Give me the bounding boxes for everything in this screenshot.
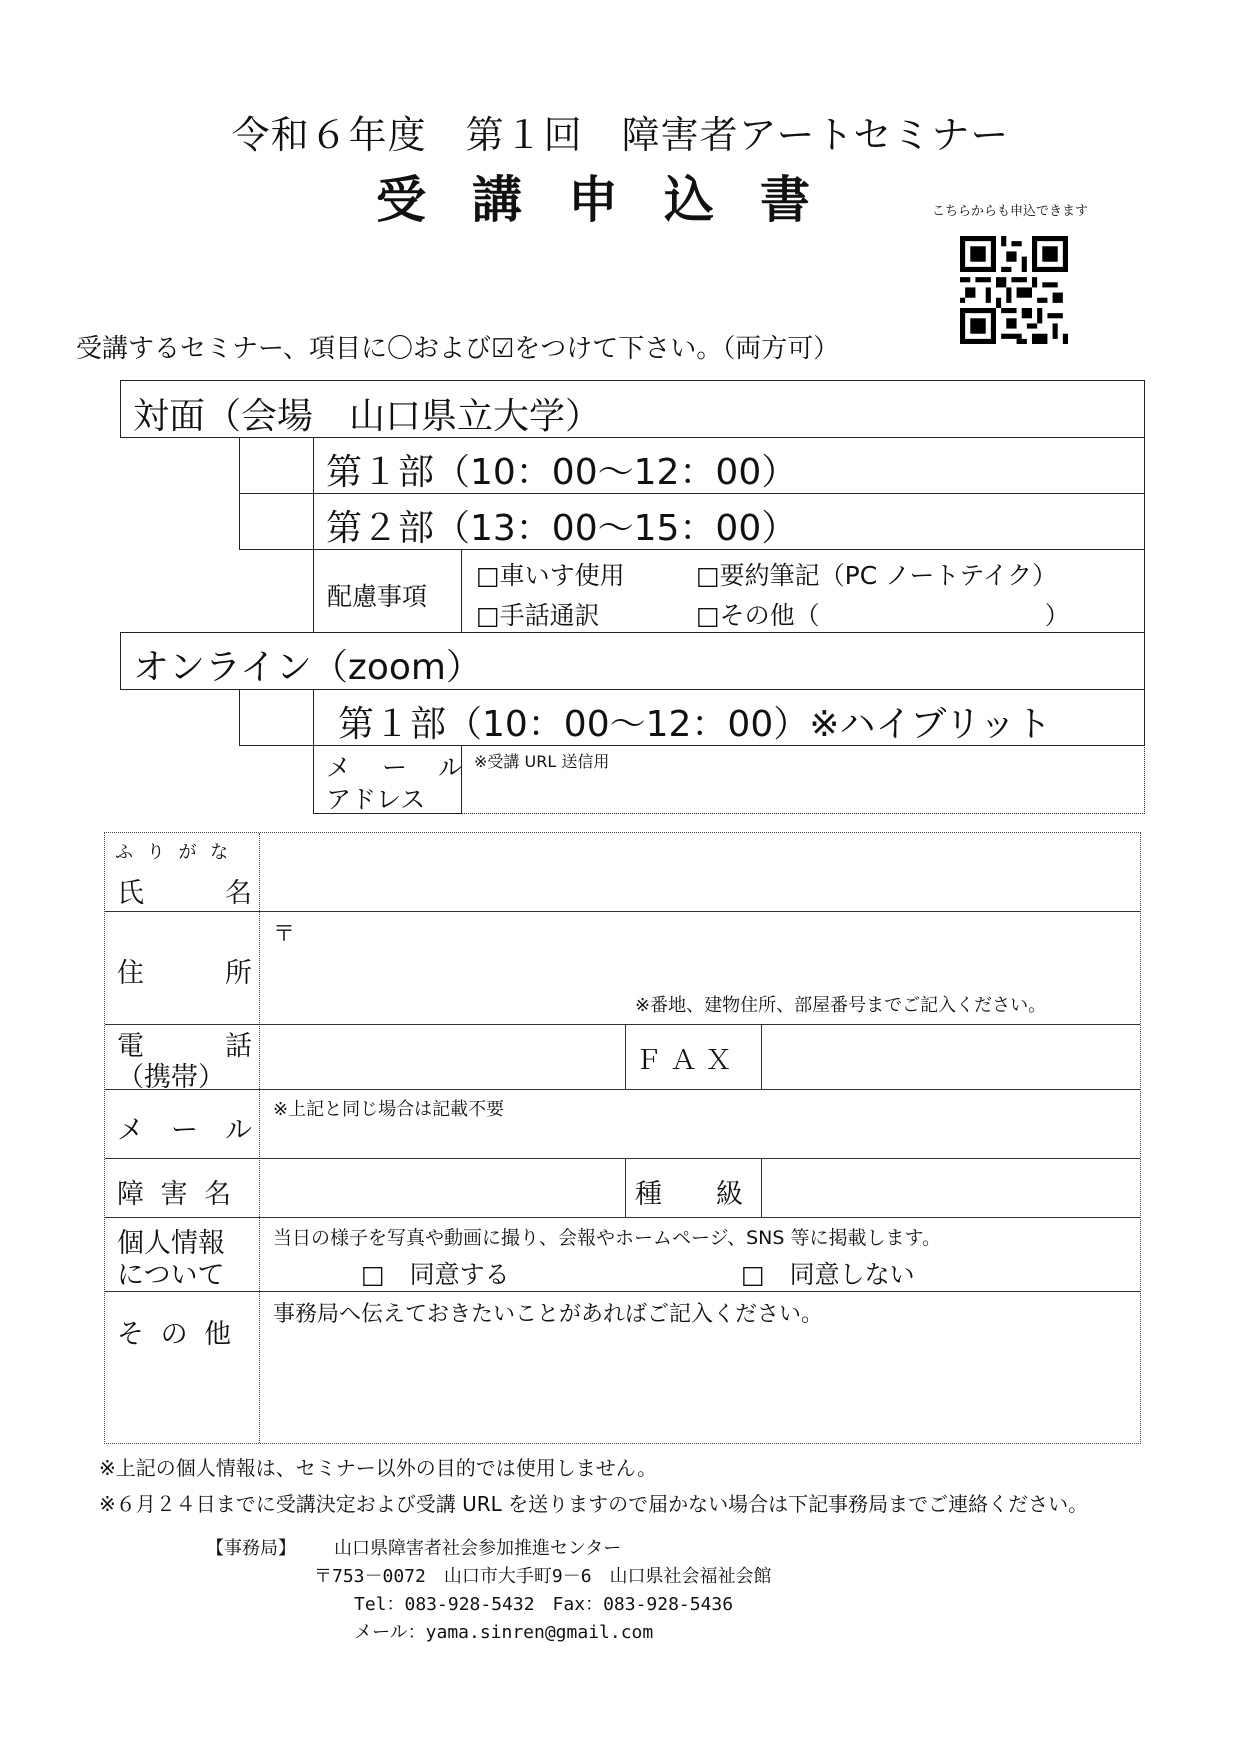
form-title: 受講申込書 xyxy=(376,171,856,229)
grade-label: 種 級 xyxy=(635,1179,743,1210)
in-person-heading: 対面（会場 山口県立大学） xyxy=(133,396,602,437)
email-input[interactable] xyxy=(261,1091,1139,1157)
disagree-checkbox[interactable]: □ 同意しない xyxy=(741,1260,915,1289)
address-note: ※番地、建物住所、部屋番号までご記入ください。 xyxy=(635,995,1047,1016)
option-wheelchair[interactable]: □車いす使用 xyxy=(476,561,625,590)
deadline-note: ※６月２４日までに受講決定および受講 URL を送りますので届かない場合は下記事務局までご連絡ください。 xyxy=(99,1492,1089,1516)
grade-input[interactable] xyxy=(763,1160,1139,1216)
privacy-label-line2: について xyxy=(117,1260,225,1291)
other-label: そ の 他 xyxy=(117,1319,236,1350)
phone-label: 電 話 xyxy=(117,1031,252,1062)
part2-checkbox-cell[interactable] xyxy=(239,493,314,550)
mail-label-cell xyxy=(313,745,467,814)
option-sign-language[interactable]: □手話通訳 xyxy=(476,601,600,630)
office-label: 【事務局】 xyxy=(206,1538,296,1559)
name-input[interactable] xyxy=(261,834,1139,910)
online-part1-row xyxy=(313,689,1145,746)
fax-input[interactable] xyxy=(763,1026,1139,1088)
online-heading: オンライン（zoom） xyxy=(133,647,482,688)
instruction-text: 受講するセミナー、項目に〇および☑をつけて下さい。（両方可） xyxy=(76,334,840,364)
name-label: 氏 名 xyxy=(117,878,252,909)
online-part1-label: 第１部（10：00～12：00）※ハイブリット xyxy=(338,704,1052,745)
mail-label-line1: メ ー ル xyxy=(326,753,467,782)
part1-row xyxy=(313,437,1145,494)
consideration-label: 配慮事項 xyxy=(327,582,428,611)
email-note: ※上記と同じ場合は記載不要 xyxy=(273,1099,505,1120)
privacy-usage-note: ※上記の個人情報は、セミナー以外の目的では使用しません。 xyxy=(99,1456,657,1480)
office-tel-fax: Tel：083-928-5432 Fax：083-928-5436 xyxy=(354,1594,734,1615)
email-label: メ ー ル xyxy=(117,1115,252,1146)
part2-row xyxy=(313,493,1145,550)
office-name: 山口県障害者社会参加推進センター xyxy=(334,1538,622,1559)
in-person-heading-row xyxy=(120,380,1145,438)
qr-note: こちらからも申込できます xyxy=(932,204,1089,219)
consideration-label-cell xyxy=(313,549,462,633)
disability-label: 障 害 名 xyxy=(117,1179,236,1210)
mail-address-input[interactable] xyxy=(461,745,1145,814)
option-other[interactable]: □その他（ ） xyxy=(696,601,1070,630)
other-note: 事務局へ伝えておきたいことがあればご記入ください。 xyxy=(273,1302,824,1327)
postal-mark: 〒 xyxy=(273,922,296,947)
privacy-note: 当日の様子を写真や動画に撮り、会報やホームページ、SNS 等に掲載します。 xyxy=(273,1227,941,1249)
agree-checkbox[interactable]: □ 同意する xyxy=(361,1260,510,1289)
office-address: 〒753－0072 山口市大手町9－6 山口県社会福祉会館 xyxy=(314,1566,772,1587)
part2-label: 第２部（13：00～15：00） xyxy=(326,508,798,549)
privacy-label-line1: 個人情報 xyxy=(117,1228,225,1259)
personal-info-form xyxy=(104,832,1141,1444)
mail-label-line2: アドレス xyxy=(326,785,426,814)
disability-input[interactable] xyxy=(261,1160,623,1216)
mail-note: ※受講 URL 送信用 xyxy=(474,752,610,771)
consideration-options-cell xyxy=(461,549,1145,633)
online-part1-checkbox-cell[interactable] xyxy=(239,689,314,746)
address-label: 住 所 xyxy=(117,958,252,989)
page-title: 令和６年度 第１回 障害者アートセミナー xyxy=(231,113,1010,157)
qr-code-icon[interactable] xyxy=(960,236,1068,344)
furigana-label: ふ り が な xyxy=(115,842,233,863)
phone-input[interactable] xyxy=(261,1026,623,1088)
online-heading-row xyxy=(120,632,1145,690)
fax-label: ＦＡＸ xyxy=(635,1045,740,1076)
option-summary-writing[interactable]: □要約筆記（PC ノートテイク） xyxy=(696,561,1058,590)
address-input[interactable] xyxy=(261,913,1139,1023)
phone-mobile-label: （携帯） xyxy=(117,1062,225,1093)
part1-label: 第１部（10：00～12：00） xyxy=(326,452,798,493)
other-input[interactable] xyxy=(261,1293,1139,1441)
part1-checkbox-cell[interactable] xyxy=(239,437,314,494)
office-email: メール：yama.sinren@gmail.com xyxy=(354,1622,654,1643)
